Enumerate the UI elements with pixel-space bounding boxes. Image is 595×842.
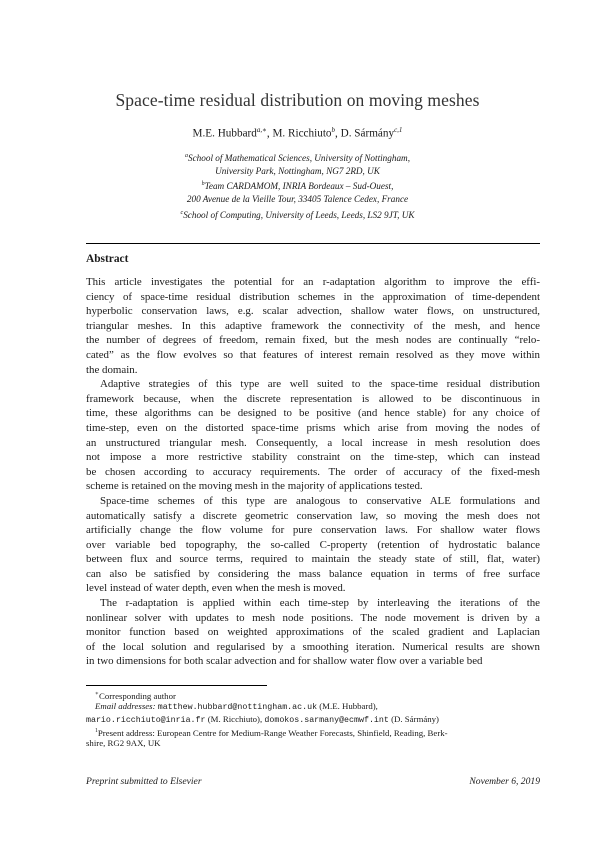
abstract-line: an unstructured triangular mesh. Consequently, a local increase in mesh resolution does <box>86 436 540 449</box>
affiliation-line: School of Mathematical Sciences, University of Nottingham, <box>188 153 410 164</box>
email-link[interactable]: matthew.hubbard@nottingham.ac.uk <box>157 703 318 713</box>
footnote-present-address-cont: shire, RG2 9AX, UK <box>86 738 161 749</box>
author-list: M.E. Hubbard$^{a,∗}$, M. Ricchiuto$^b$, D. Sármány$^{c,1}$ <box>192 126 403 140</box>
abstract-line: ciency of space-time residual distribution schemes in the approximation of time-dependent <box>86 290 540 303</box>
footer-journal: Preprint submitted to Elsevier <box>86 776 202 787</box>
abstract-line: nonlinear solver with updates to mesh node positions. The node movement is driven by a <box>86 611 540 624</box>
abstract-line: not impose a more restrictive stability constraint on the time-step, which can instead <box>86 451 540 464</box>
author-mark: b <box>331 126 336 134</box>
abstract-line: time-step, even on the distorted space-time prisms which arise from moving the nodes of <box>86 421 540 434</box>
abstract-rule <box>86 243 540 244</box>
footnote-text: Corresponding author <box>98 690 176 701</box>
email-owner: (D. Sármány) <box>391 713 439 724</box>
abstract-line: framework because, when the discrete representation is allowed to be discontinuous in <box>86 392 540 405</box>
affiliation-line: School of Computing, University of Leeds, Leeds, LS2 9JT, UK <box>183 209 415 220</box>
abstract-line: automatically satisfy a discrete geometric conservation law, so moving the mesh does not <box>86 509 540 522</box>
abstract-line: cated” as the flow evolves so that features of interest remain resolved as they move within <box>86 348 540 361</box>
abstract-line: Adaptive strategies of this type are well suited to the space-time residual distribution <box>100 378 540 391</box>
abstract-line: between flux and source terms, required to maintain the steady state of still, flat, water) <box>86 553 540 566</box>
author-mark: c,1 <box>394 126 403 134</box>
affiliation-mark: a <box>185 153 188 159</box>
footnote-corresponding <box>86 688 540 700</box>
abstract-line: scheme is retained on the moving mesh in the majority of applications tested. <box>86 480 423 493</box>
abstract-line: the domain. <box>86 363 138 376</box>
affiliation-line: Team CARDAMOM, INRIA Bordeaux – Sud-Ouest, <box>204 181 394 192</box>
affiliation-mark: b <box>201 181 205 188</box>
abstract-line: level instead of water depth, even when the mesh is moved. <box>86 582 346 595</box>
abstract-line: time, these algorithms can be designed to be positive (and hence stable) for any choice of <box>86 407 540 420</box>
affiliation-mark: c <box>180 209 184 216</box>
footnote-emails <box>86 700 540 712</box>
author-mark: a,∗ <box>256 126 267 134</box>
abstract-line: triangular meshes. In this adaptive framework the connectivity of the mesh, and hence <box>86 319 540 332</box>
footnotes <box>86 688 540 749</box>
email-label: Email addresses: <box>95 701 156 712</box>
abstract-line: over variable bed topography, the so-called C-property (retention of hydrostatic balance <box>86 538 540 551</box>
email-link[interactable]: domokos.sarmany@ecmwf.int <box>264 715 389 725</box>
footnote-rule <box>86 685 267 686</box>
abstract-line: This article investigates the potential for an r-adaptation algorithm to improve the effi- <box>86 276 540 288</box>
footnote-text: Present address: European Centre for Medium-Range Weather Forecasts, Shinfield, Reading, Berk- <box>97 727 448 738</box>
paper-title: Space-time residual distribution on moving meshes <box>115 90 480 110</box>
abstract-heading: Abstract <box>86 253 129 265</box>
author-name: M.E. Hubbard <box>192 127 257 140</box>
footnote-mark: 1 <box>95 727 98 734</box>
abstract-line: Space-time schemes of this type are analogous to conservative ALE formulations and <box>100 494 540 507</box>
abstract-line: the number of degrees of freedom, remain fixed, but the mesh nodes are continually “relo- <box>86 334 540 347</box>
abstract-line: The r-adaptation is applied within each time-step by interleaving the iterations of the <box>100 597 540 610</box>
author-name: M. Ricchiuto <box>272 127 332 140</box>
abstract-line: in two dimensions for both scalar advection and for shallow water flow over a variable bed <box>86 655 483 668</box>
email-owner: (M.E. Hubbard), <box>319 701 378 712</box>
abstract-line: can also be satisfied by considering the mass balance equation in terms of free surface <box>86 567 540 580</box>
affiliation-block <box>0 150 595 222</box>
affiliation-line: 200 Avenue de la Vieille Tour, 33405 Talence Cedex, France <box>186 194 409 205</box>
abstract-line: artificially change the flow volume for pure conservation laws. For shallow water flows <box>86 524 540 537</box>
abstract-line: monitor function based on weighted approximations of the scaled gradient and Laplacian <box>86 626 540 639</box>
abstract-line: hyperbolic conservation laws, e.g. scalar advection, shallow water flows, on unstructured, <box>86 305 540 318</box>
email-link[interactable]: mario.ricchiuto@inria.fr <box>86 715 206 725</box>
abstract-line: be chosen according to accuracy requirements. The order of accuracy of the fixed-mesh <box>86 465 540 478</box>
affiliation-line: University Park, Nottingham, NG7 2RD, UK <box>215 166 380 177</box>
abstract-body <box>86 275 540 669</box>
email-owner: (M. Ricchiuto), <box>207 713 263 724</box>
abstract-line: of the local solution and regularised by a smoothing iteration. Numerical results are shown <box>86 640 540 653</box>
footnote-emails-cont <box>86 713 540 725</box>
footnote-present-address <box>86 725 540 737</box>
footer-date: November 6, 2019 <box>469 776 540 787</box>
author-name: D. Sármány <box>340 127 395 140</box>
footnote-mark: ∗ <box>95 691 99 697</box>
